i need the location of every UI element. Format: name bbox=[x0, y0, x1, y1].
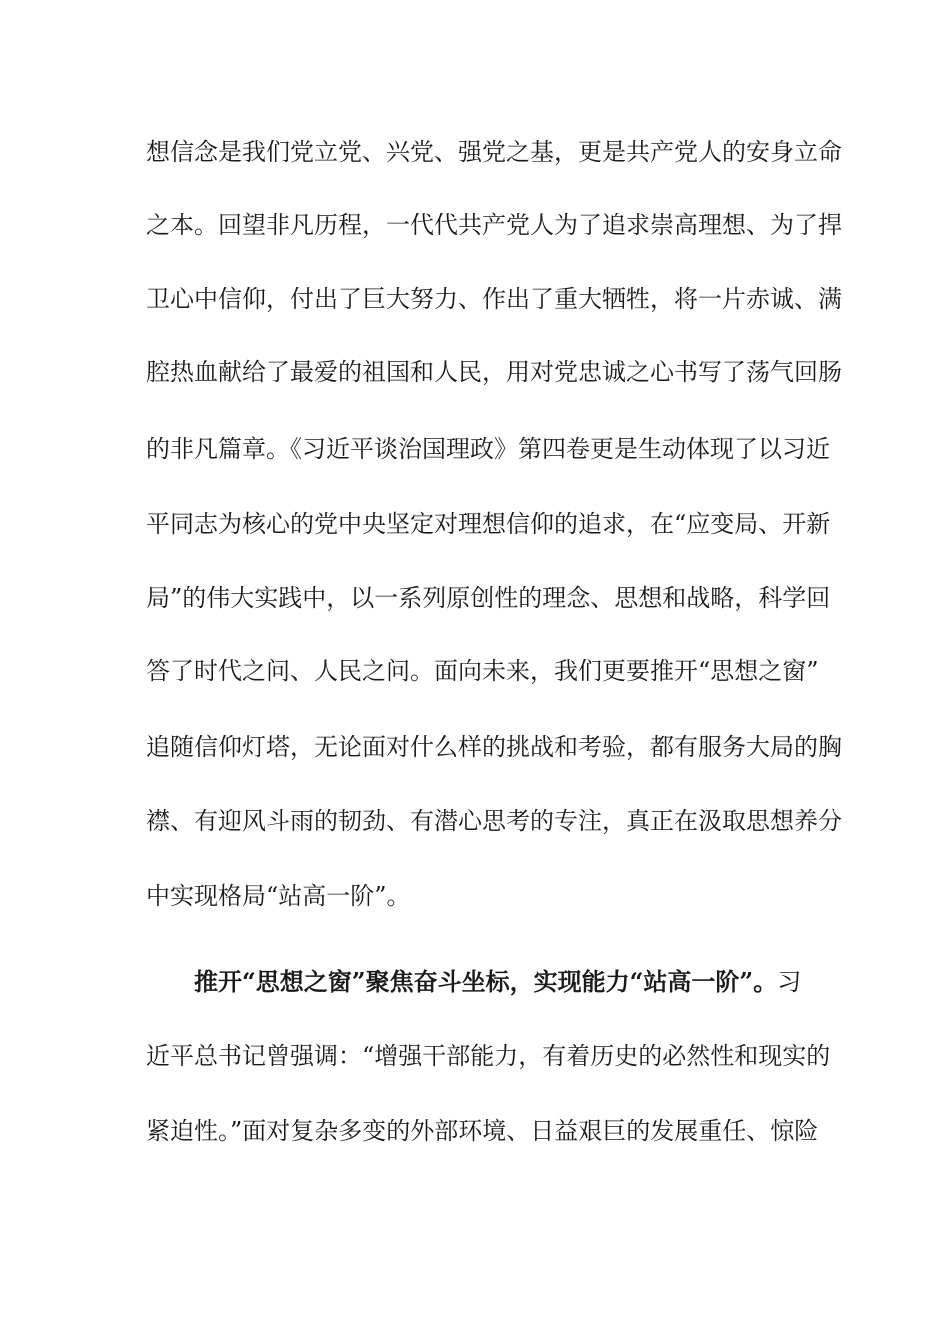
paragraph-1-line-9: 追随信仰灯塔，无论面对什么样的挑战和考验，都有服务大局的胸 bbox=[146, 733, 842, 761]
section-heading: 推开“思想之窗”聚焦奋斗坐标，实现能力“站高一阶”。 bbox=[194, 967, 778, 996]
paragraph-2-line-2: 近平总书记曾强调：“增强干部能力，有着历史的必然性和现实的 bbox=[146, 1042, 831, 1070]
paragraph-1-line-3: 卫心中信仰，付出了巨大努力、作出了重大牺牲，将一片赤诚、满 bbox=[146, 285, 842, 313]
heading-line-continuation: 习 bbox=[777, 968, 802, 996]
paragraph-1-line-6: 平同志为核心的党中央坚定对理想信仰的追求，在“应变局、开新 bbox=[146, 510, 831, 538]
paragraph-1-line-2: 之本。回望非凡历程，一代代共产党人为了追求崇高理想、为了捍 bbox=[146, 211, 842, 239]
paragraph-2-line-3: 紧迫性。”面对复杂多变的外部环境、日益艰巨的发展重任、惊险 bbox=[146, 1117, 819, 1145]
paragraph-2-line-1 bbox=[194, 962, 802, 1002]
paragraph-1-line-4: 腔热血献给了最爱的祖国和人民，用对党忠诚之心书写了荡气回肠 bbox=[146, 358, 842, 386]
paragraph-1-line-1: 想信念是我们党立党、兴党、强党之基，更是共产党人的安身立命 bbox=[146, 138, 842, 166]
paragraph-1-line-8: 答了时代之问、人民之问。面向未来，我们更要推开“思想之窗” bbox=[146, 657, 819, 685]
paragraph-1-line-10: 襟、有迎风斗雨的韧劲、有潜心思考的专注，真正在汲取思想养分 bbox=[146, 807, 842, 835]
paragraph-1-line-5: 的非凡篇章。《习近平谈治国理政》第四卷更是生动体现了以习近 bbox=[146, 435, 830, 463]
paragraph-1-line-7: 局”的伟大实践中，以一系列原创性的理念、思想和战略，科学回 bbox=[146, 584, 831, 612]
paragraph-1-line-11: 中实现格局“站高一阶”。 bbox=[146, 882, 411, 910]
